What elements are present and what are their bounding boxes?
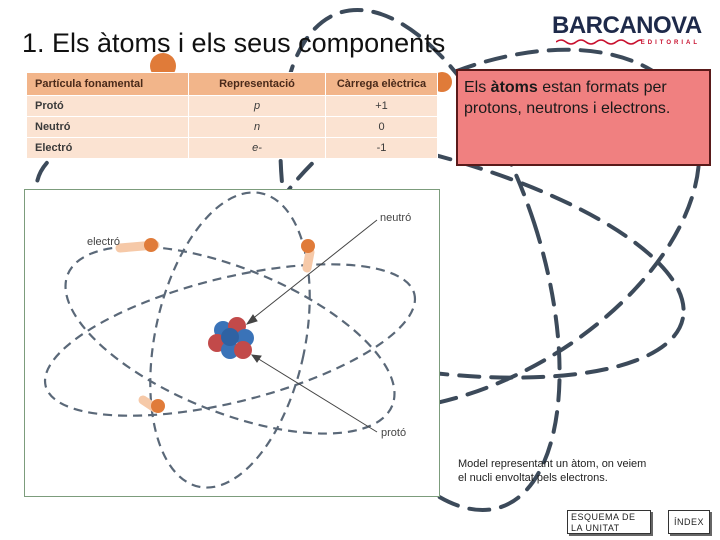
table-row <box>27 138 438 159</box>
table-header: Càrrega elèctrica <box>326 73 438 96</box>
logo-sub: EDITORIAL <box>640 40 700 46</box>
particle-charge: 0 <box>326 117 438 138</box>
atom-diagram <box>24 189 440 497</box>
publisher-logo <box>552 12 702 46</box>
electron-icon <box>301 239 315 268</box>
particle-charge: -1 <box>326 138 438 159</box>
electron-icon <box>120 238 158 252</box>
unit-schema-button[interactable]: ESQUEMA DE LA UNITAT <box>567 510 651 534</box>
electron-label: electró <box>87 236 121 248</box>
logo-name: BARCANOVA <box>552 12 702 39</box>
diagram-caption: Model representant un àtom, on veiem el nucli envoltat pels electrons. <box>458 458 647 484</box>
page-title: 1. Els àtoms i els seus components <box>22 28 446 58</box>
particle-symbol: p <box>189 96 326 117</box>
info-text-pre: Els <box>464 79 491 96</box>
table-row <box>27 117 438 138</box>
particle-name: Protó <box>27 96 189 117</box>
logo-wave-icon <box>556 38 642 46</box>
table-header: Representació <box>189 73 326 96</box>
info-text-post: estan formats per protons, neutrons i electrons. <box>464 79 671 117</box>
particle-symbol: n <box>189 117 326 138</box>
table-header: Partícula fonamental <box>27 73 189 96</box>
index-button[interactable]: ÍNDEX <box>668 510 710 534</box>
info-box <box>456 69 711 166</box>
particles-table <box>26 72 438 159</box>
table-row <box>27 96 438 117</box>
neutron-label: neutró <box>380 212 412 224</box>
info-text-bold: àtoms <box>490 79 538 96</box>
particle-name: Electró <box>27 138 189 159</box>
particle-symbol: e- <box>189 138 326 159</box>
table-header-row <box>27 73 438 96</box>
particle-charge: +1 <box>326 96 438 117</box>
electron-icon <box>143 399 165 413</box>
particle-name: Neutró <box>27 117 189 138</box>
proton-label: protó <box>381 427 407 439</box>
